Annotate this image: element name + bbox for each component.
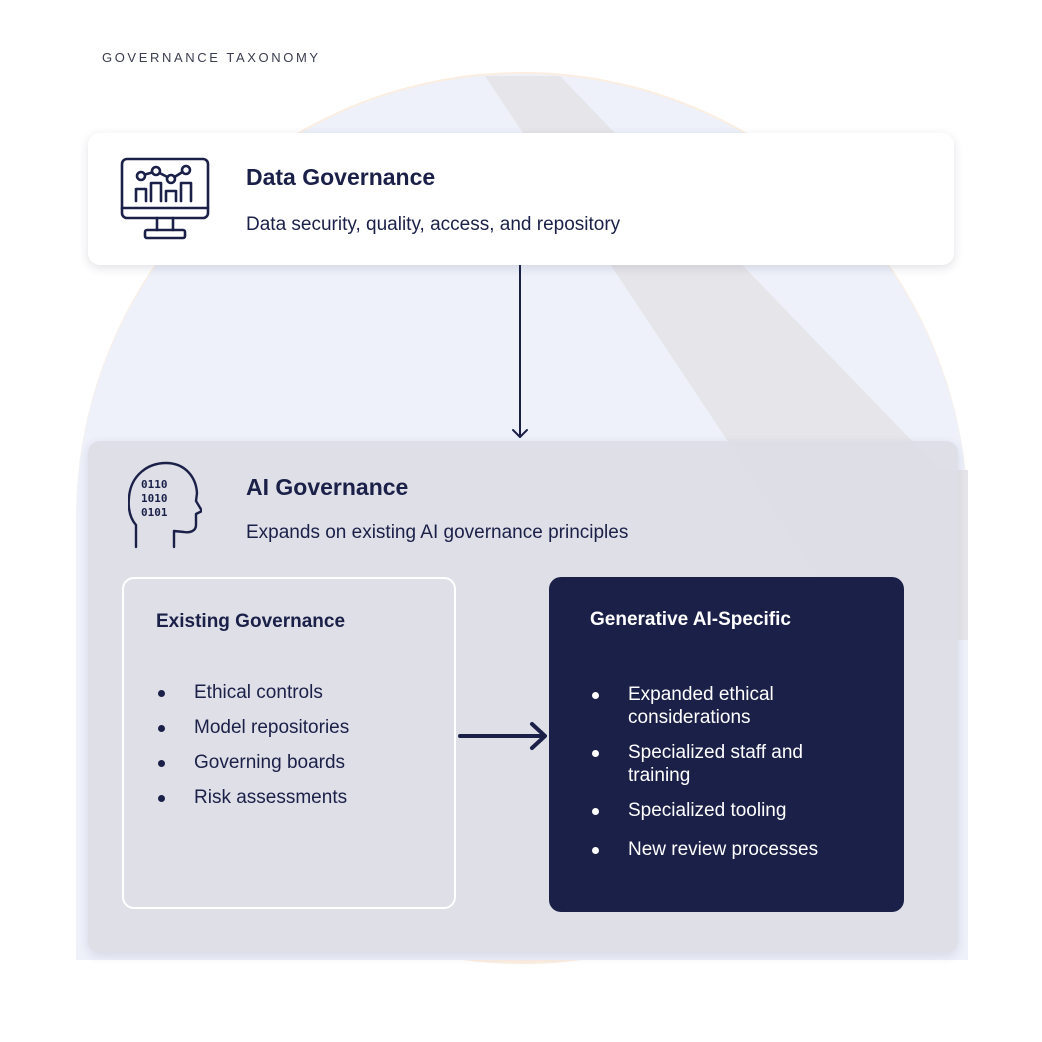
list-item-label: Expanded ethical considerations — [628, 684, 774, 728]
svg-text:1010: 1010 — [141, 492, 168, 505]
monitor-chart-icon — [120, 156, 210, 244]
list-item-label: Ethical controls — [194, 682, 323, 703]
list-item-label: Risk assessments — [194, 787, 348, 808]
ai-governance-subtitle: Expands on existing AI governance principles — [246, 522, 629, 543]
bullet-icon — [592, 692, 599, 699]
list-item — [590, 799, 858, 822]
generative-ai-title: Generative AI-Specific — [590, 609, 791, 630]
list-item-label: Model repositories — [194, 717, 350, 738]
arrow-down-connector — [508, 265, 532, 445]
list-item-label: Specialized tooling — [628, 800, 787, 821]
bullet-icon — [158, 760, 165, 767]
data-governance-title: Data Governance — [246, 164, 436, 190]
list-item — [590, 683, 858, 729]
list-item — [156, 786, 349, 809]
head-binary-icon — [128, 461, 202, 551]
list-item-label: Specialized staff and training — [628, 742, 803, 786]
bullet-icon — [592, 847, 599, 854]
bullet-icon — [158, 690, 165, 697]
list-item — [590, 838, 858, 861]
bullet-icon — [592, 750, 599, 757]
list-item-label: Governing boards — [194, 752, 346, 773]
arrow-right-connector — [458, 719, 552, 753]
bullet-icon — [158, 725, 165, 732]
generative-ai-list — [590, 683, 858, 873]
list-item-label: New review processes — [628, 839, 819, 860]
ai-governance-panel — [88, 441, 958, 953]
existing-governance-list — [156, 681, 349, 821]
list-item — [156, 751, 349, 774]
list-item — [590, 741, 858, 787]
data-governance-card — [88, 133, 954, 265]
list-item — [156, 716, 349, 739]
list-item — [156, 681, 349, 704]
generative-ai-box — [549, 577, 904, 912]
data-governance-subtitle: Data security, quality, access, and repository — [246, 214, 621, 235]
ai-governance-title: AI Governance — [246, 474, 409, 500]
bullet-icon — [158, 795, 165, 802]
page-eyebrow-title: GOVERNANCE TAXONOMY — [102, 50, 321, 65]
svg-text:0110: 0110 — [141, 478, 168, 491]
svg-text:0101: 0101 — [141, 506, 168, 519]
existing-governance-box — [122, 577, 456, 909]
existing-governance-title: Existing Governance — [156, 611, 346, 632]
bullet-icon — [592, 808, 599, 815]
